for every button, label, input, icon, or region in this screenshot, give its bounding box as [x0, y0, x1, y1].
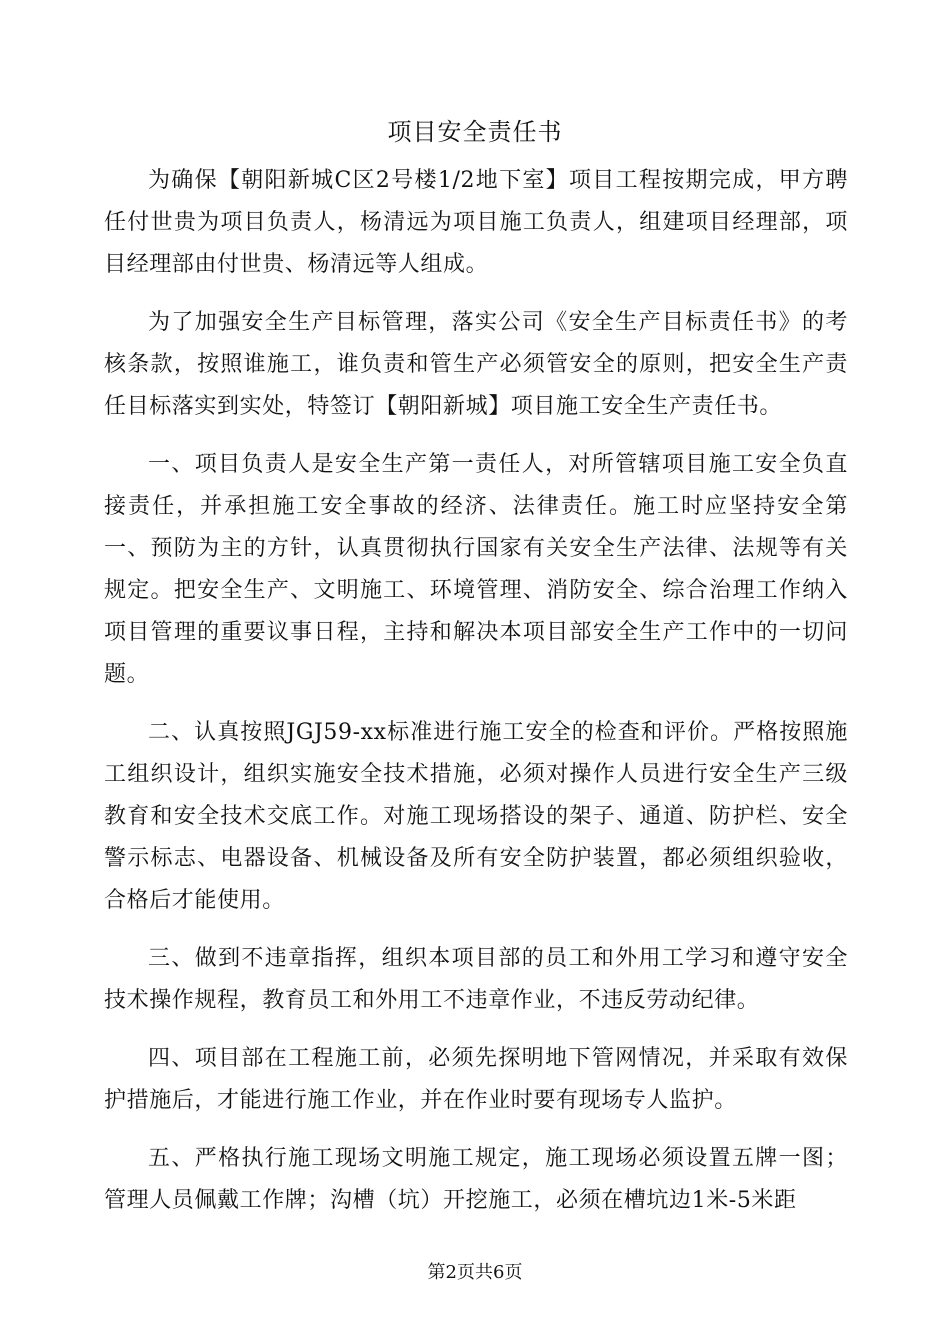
paragraph-clause-4: 四、项目部在工程施工前，必须先探明地下管网情况，并采取有效保护措施后，才能进行施工作业，并在作业时要有现场专人监护。: [104, 1046, 848, 1113]
paragraph-purpose: 为了加强安全生产目标管理，落实公司《安全生产目标责任书》的考核条款，按照谁施工，谁负责和管生产必须管安全的原则，把安全生产责任目标落实到实处，特签订【朝阳新城】项目施工安全生产责任书。: [104, 310, 848, 419]
paragraph-clause-5: 五、严格执行施工现场文明施工规定，施工现场必须设置五牌一图；管理人员佩戴工作牌；沟槽（坑）开挖施工，必须在槽坑边1米-5米距: [104, 1146, 848, 1213]
page-number-footer: 第2页共6页: [427, 1262, 523, 1283]
paragraph-clause-3: 三、做到不违章指挥，组织本项目部的员工和外用工学习和遵守安全技术操作规程，教育员工和外用工不违章作业，不违反劳动纪律。: [104, 946, 848, 1013]
paragraph-intro: 为确保【朝阳新城C区2号楼1/2地下室】项目工程按期完成，甲方聘任付世贵为项目负责人，杨清远为项目施工负责人，组建项目经理部，项目经理部由付世贵、杨清远等人组成。: [104, 168, 848, 277]
document-title: 项目安全责任书: [387, 118, 563, 146]
paragraph-clause-2: 二、认真按照JGJ59-xx标准进行施工安全的检查和评价。严格按照施工组织设计，组织实施安全技术措施，必须对操作人员进行安全生产三级教育和安全技术交底工作。对施工现场搭设的架子、通道、防护栏、安全警示标志、电器设备、机械设备及所有安全防护装置，都必须组织验收，合格后才能使用。: [104, 720, 848, 913]
paragraph-clause-1: 一、项目负责人是安全生产第一责任人，对所管辖项目施工安全负直接责任，并承担施工安全事故的经济、法律责任。施工时应坚持安全第一、预防为主的方针，认真贯彻执行国家有关安全生产法律、法规等有关规定。把安全生产、文明施工、环境管理、消防安全、综合治理工作纳入项目管理的重要议事日程，主持和解决本项目部安全生产工作中的一切问题。: [104, 452, 848, 687]
document-body: [104, 160, 848, 1238]
